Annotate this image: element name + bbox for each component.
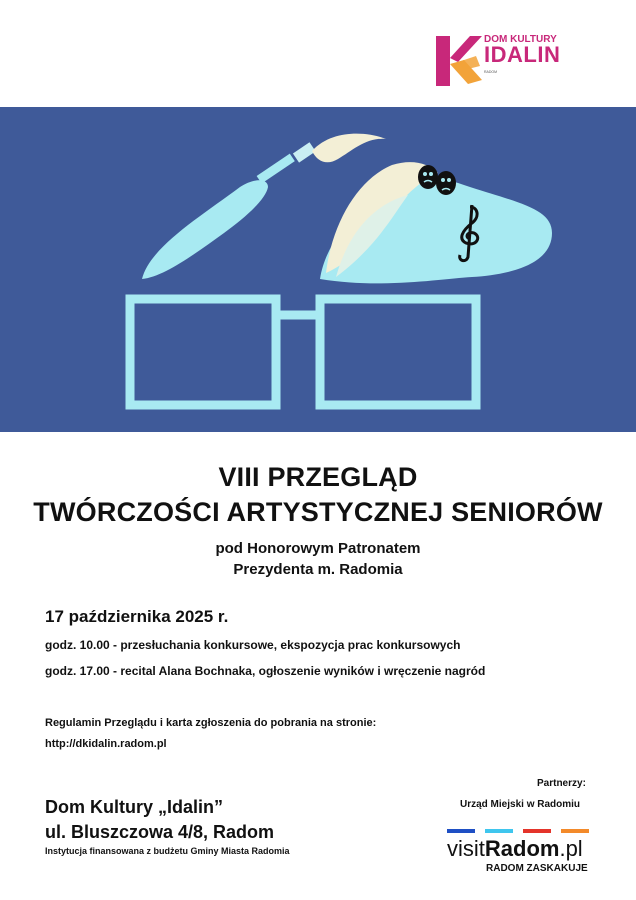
arts-illustration bbox=[0, 107, 636, 432]
organizer-name: Dom Kultury „Idalin” bbox=[45, 797, 224, 817]
organizer-address: ul. Bluszczowa 4/8, Radom bbox=[45, 822, 275, 842]
event-title-line1: VIII PRZEGLĄD bbox=[218, 462, 418, 492]
dom-kultury-idalin-logo bbox=[436, 34, 596, 90]
patronage-line1: pod Honorowym Patronatem bbox=[215, 540, 421, 557]
color-bar-orange bbox=[561, 829, 589, 833]
visit-prefix: visit bbox=[447, 836, 485, 861]
visit-suffix: .pl bbox=[559, 836, 583, 861]
glasses-icon bbox=[130, 299, 476, 405]
color-bar-red bbox=[523, 829, 551, 833]
event-title-line2: TWÓRCZOŚCI ARTYSTYCZNEJ SENIORÓW bbox=[33, 497, 603, 527]
banner-illustration bbox=[0, 107, 636, 432]
logo-top-text: DOM KULTURY bbox=[484, 34, 557, 45]
visitradom-color-bars bbox=[447, 829, 589, 833]
rules-link[interactable]: http://dkidalin.radom.pl bbox=[45, 738, 167, 750]
schedule-item-evening: godz. 17.00 - recital Alana Bochnaka, ogłoszenie wyników i wręczenie nagród bbox=[45, 664, 486, 678]
schedule-item-morning: godz. 10.00 - przesłuchania konkursowe, ekspozycja prac konkursowych bbox=[45, 638, 461, 652]
event-date: 17 października 2025 r. bbox=[45, 607, 229, 626]
partner-city-hall: Urząd Miejski w Radomiu bbox=[460, 799, 581, 810]
visit-bold: Radom bbox=[484, 836, 560, 861]
logo-name-text: IDALIN bbox=[484, 42, 561, 67]
color-bar-cyan bbox=[485, 829, 513, 833]
visitradom-logo bbox=[447, 836, 583, 862]
organizer-funding: Instytucja finansowana z budżetu Gminy Miasta Radomia bbox=[45, 846, 290, 856]
rules-info: Regulamin Przeglądu i karta zgłoszenia do pobrania na stronie: bbox=[45, 717, 377, 729]
logo-sub-text: RADOM bbox=[484, 70, 498, 74]
visitradom-slogan: RADOM ZASKAKUJE bbox=[486, 863, 588, 874]
patronage-line2: Prezydenta m. Radomia bbox=[233, 561, 403, 578]
logo-k-icon bbox=[436, 36, 482, 86]
color-bar-blue bbox=[447, 829, 475, 833]
partners-label: Partnerzy: bbox=[537, 778, 586, 789]
